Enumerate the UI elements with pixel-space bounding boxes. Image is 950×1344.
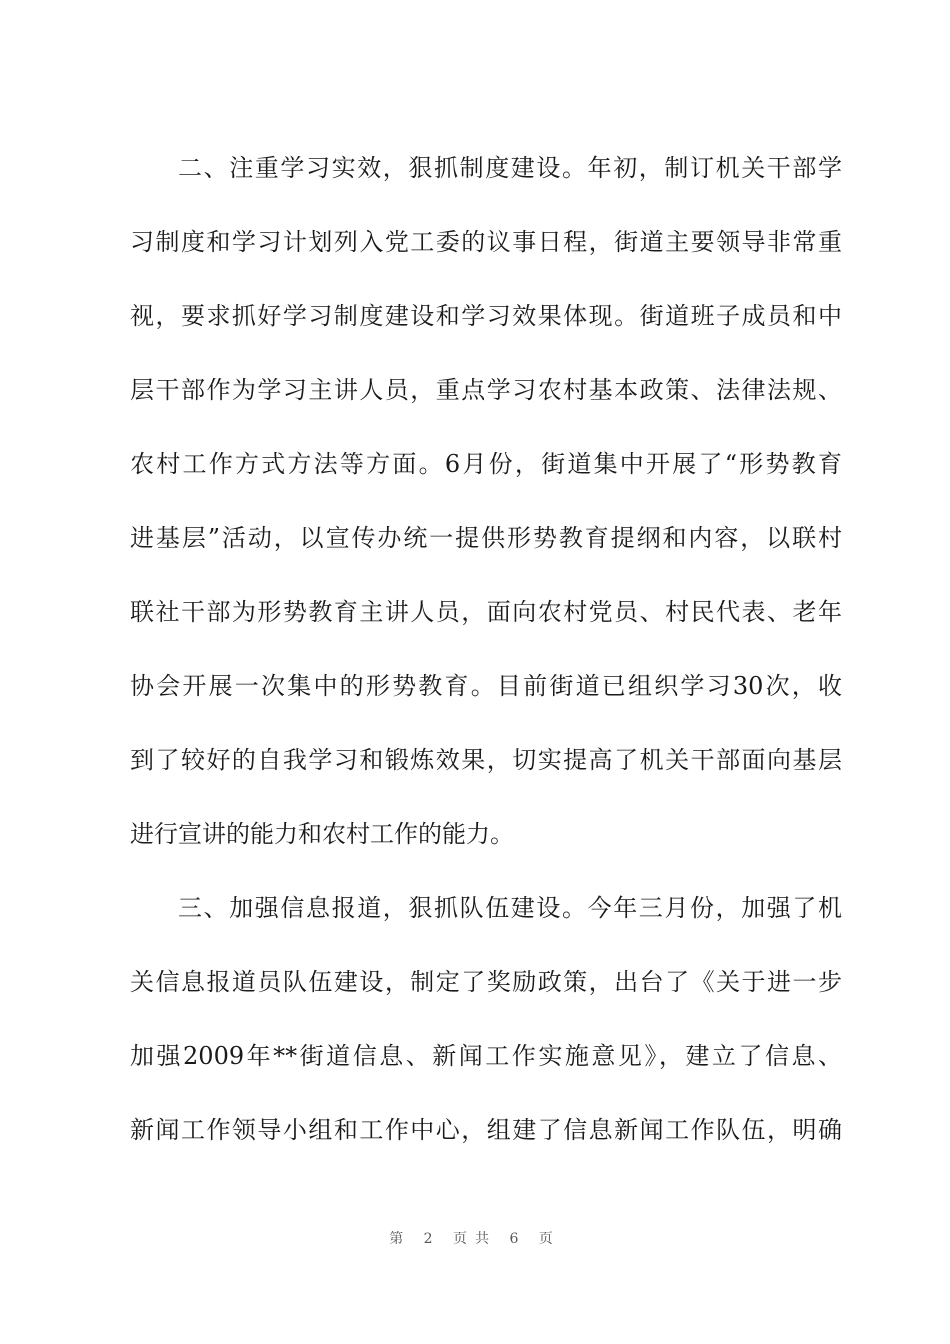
paragraph-team-building: [130, 888, 842, 1184]
text-line: 到了较好的自我学习和锻炼效果，切实提高了机关干部面向基层: [130, 746, 842, 774]
text-line: 关信息报道员队伍建设，制定了奖励政策，出台了《关于进一步: [130, 968, 842, 996]
text-line: 加强2009年**街道信息、新闻工作实施意见》，建立了信息、: [130, 1042, 842, 1070]
text-line: 农村工作方式方法等方面。6月份，街道集中开展了“形势教育: [130, 450, 842, 478]
document-body: [130, 148, 842, 1184]
text-line: 进基层”活动，以宣传办统一提供形势教育提纲和内容，以联村: [130, 524, 842, 552]
text-line: 进行宣讲的能力和农村工作的能力。: [130, 820, 514, 848]
text-line: 习制度和学习计划列入党工委的议事日程，街道主要领导非常重: [130, 228, 842, 256]
text-line: 层干部作为学习主讲人员，重点学习农村基本政策、法律法规、: [130, 376, 842, 404]
text-line: 二、注重学习实效，狠抓制度建设。年初，制订机关干部学: [178, 154, 842, 182]
text-line: 协会开展一次集中的形势教育。目前街道已组织学习30次，收: [130, 672, 842, 700]
page-number-footer: 第 2 页共 6 页: [389, 1231, 561, 1247]
text-line: 视，要求抓好学习制度建设和学习效果体现。街道班子成员和中: [130, 302, 842, 330]
text-line: 三、加强信息报道，狠抓队伍建设。今年三月份，加强了机: [178, 894, 842, 922]
text-line: 联社干部为形势教育主讲人员，面向农村党员、村民代表、老年: [130, 598, 842, 626]
paragraph-system-building: [130, 148, 842, 888]
text-line: 新闻工作领导小组和工作中心，组建了信息新闻工作队伍，明确: [130, 1116, 842, 1144]
